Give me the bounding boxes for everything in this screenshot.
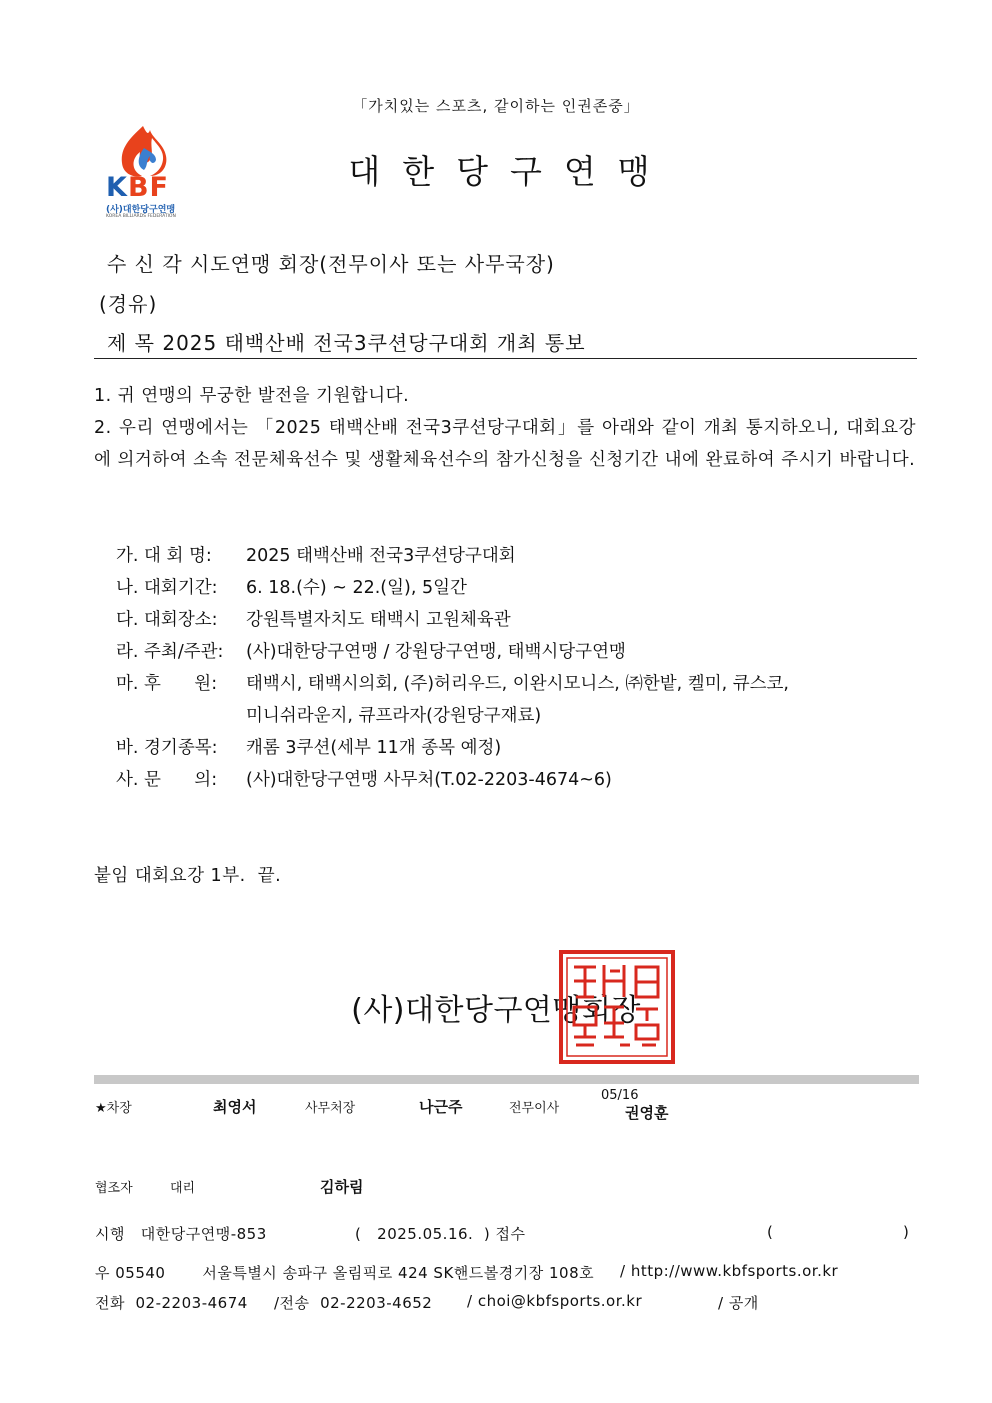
receipt-open-paren: ( — [767, 1223, 774, 1241]
approval-date-3: 05/16 — [601, 1088, 639, 1103]
approval-divider — [94, 1075, 919, 1084]
website-link[interactable]: / http://www.kbfsports.or.kr — [620, 1262, 839, 1280]
approval-role-2: 사무처장 — [305, 1101, 356, 1116]
item-label-name: 가. 대 회 명: — [116, 546, 212, 566]
official-seal — [558, 949, 676, 1065]
item-label-host: 라. 주최/주관: — [116, 642, 224, 662]
seal-stamp-icon — [558, 949, 676, 1065]
via-line: (경유) — [99, 292, 158, 316]
item-value-sponsor: 태백시, 태백시의회, (주)허리우드, 이완시모니스, ㈜한밭, 켈미, 큐스코, — [246, 674, 789, 694]
logo-subtitle: (사)대한당구연맹 — [106, 205, 176, 215]
item-label-period: 나. 대회기간: — [116, 578, 218, 598]
attachment-note: 붙임 대회요강 1부. 끝. — [94, 866, 282, 886]
receipt-close-paren: ) — [903, 1223, 910, 1241]
item-label-event: 바. 경기종목: — [116, 738, 218, 758]
item-label-sponsor: 마. 후 원: — [116, 674, 218, 694]
item-label-contact: 사. 문 의: — [116, 770, 218, 790]
recipient-line: 수 신 각 시도연맹 회장(전무이사 또는 사무국장) — [107, 252, 555, 276]
item-value-event: 캐롬 3쿠션(세부 11개 종목 예정) — [246, 738, 502, 758]
cooperation-name: 김하림 — [320, 1178, 364, 1196]
body-paragraph-2: 2. 우리 연맹에서는 「2025 태백산배 전국3쿠션당구대회」를 아래와 같이 개최 통지하오니, 대회요강에 의거하여 소속 전문체육선수 및 생활체육선수의 참가신청을 신청기간 내에 완료하여 주시기 바랍니다. — [94, 418, 916, 470]
disclosure-status: / 공개 — [718, 1294, 759, 1312]
item-value-venue: 강원특별자치도 태백시 고원체육관 — [246, 610, 511, 630]
item-value-name: 2025 태백산배 전국3쿠션당구대회 — [246, 546, 516, 566]
logo-english: KOREA BILLIARDS FEDERATION — [106, 214, 176, 219]
org-title: 대한당구연맹 — [348, 152, 672, 191]
subject-line: 제 목 2025 태백산배 전국3쿠션당구대회 개최 통보 — [107, 331, 586, 355]
cooperation-role: 대리 — [170, 1181, 196, 1196]
enforcement-number: 시행 대한당구연맹-853 — [95, 1225, 267, 1243]
logo-text: KBF — [106, 172, 169, 203]
sender-name: (사)대한당구연맹회장 — [351, 993, 641, 1028]
fax-number: /전송 02-2203-4652 — [274, 1294, 433, 1312]
header-rule — [94, 358, 917, 359]
item-label-venue: 다. 대회장소: — [116, 610, 218, 630]
item-value-contact: (사)대한당구연맹 사무처(T.02-2203-4674~6) — [246, 770, 612, 790]
item-value-sponsor-cont: 미니쉬라운지, 큐프라자(강원당구재료) — [246, 706, 542, 726]
phone-number: 전화 02-2203-4674 — [95, 1294, 248, 1312]
approval-name-3: 권영훈 — [625, 1104, 669, 1122]
approval-name-2: 나근주 — [419, 1098, 463, 1116]
address-line: 우 05540 서울특별시 송파구 올림픽로 424 SK핸드볼경기장 108호 — [95, 1264, 595, 1282]
approval-role-3: 전무이사 — [509, 1101, 560, 1116]
enforcement-date: ( 2025.05.16. ) 접수 — [355, 1225, 526, 1243]
approval-role-1: ★차장 — [95, 1101, 132, 1116]
body-paragraph-1: 1. 귀 연맹의 무궁한 발전을 기원합니다. — [94, 386, 410, 406]
cooperation-label: 협조자 — [95, 1181, 133, 1196]
item-value-period: 6. 18.(수) ~ 22.(일), 5일간 — [246, 578, 467, 598]
item-value-host: (사)대한당구연맹 / 강원당구연맹, 태백시당구연맹 — [246, 642, 626, 662]
slogan: 「가치있는 스포츠, 같이하는 인권존중」 — [352, 97, 640, 115]
approval-name-1: 최영서 — [213, 1098, 257, 1116]
email-link[interactable]: / choi@kbfsports.or.kr — [467, 1292, 643, 1310]
